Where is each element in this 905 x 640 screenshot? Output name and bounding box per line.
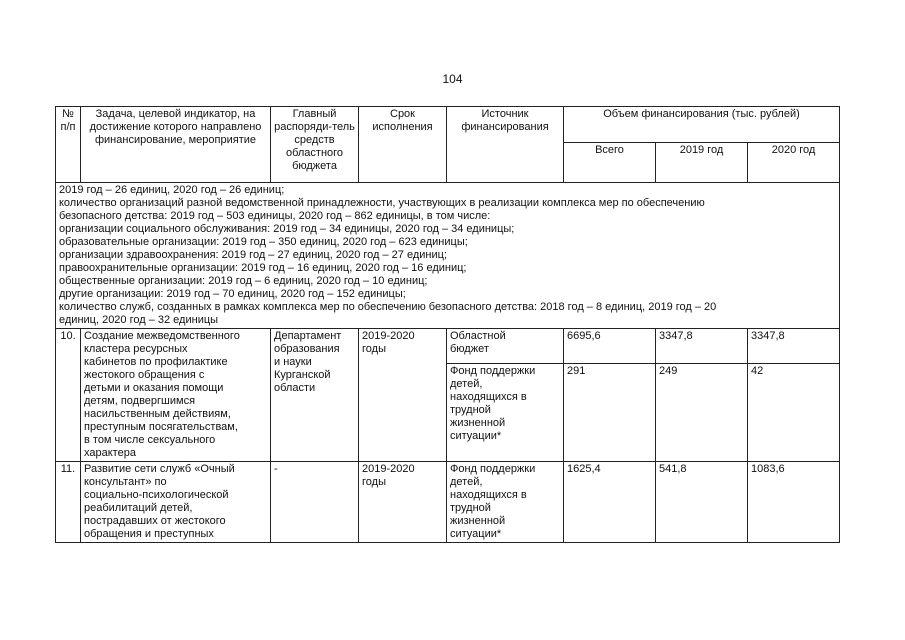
term-line: годы [362, 343, 386, 355]
y2020-cell: 42 [748, 364, 840, 462]
header-source: Источник финансирования [447, 107, 564, 183]
task-line: детьми и оказания помощи [84, 382, 224, 394]
source-line: находящихся в [450, 391, 527, 404]
row-number: 10. [56, 329, 81, 462]
row-number: 11. [56, 462, 81, 543]
y2020-cell: 3347,8 [748, 329, 840, 364]
y2020-cell: 1083,6 [748, 462, 840, 543]
financing-table [55, 106, 840, 543]
continuation-line: правоохранительные организации: 2019 год – 16 единиц, 2020 год – 16 единиц; [59, 262, 467, 274]
header-volume: Объем финансирования (тыс. рублей) [564, 107, 840, 143]
manager-line: и науки [274, 356, 312, 368]
y2019-cell: 249 [656, 364, 748, 462]
continuation-line: организации здравоохранения: 2019 год – 27 единиц, 2020 год – 27 единиц; [59, 249, 447, 261]
source-line: детей, [450, 378, 483, 391]
task-line: жестокого обращения с [84, 369, 205, 381]
task-line: реабилитаций детей, [84, 502, 193, 514]
task-line: характера [84, 447, 136, 459]
source-line: Фонд поддержки [450, 463, 536, 475]
source-line: бюджет [450, 343, 489, 355]
continuation-line: общественные организации: 2019 год – 6 единиц, 2020 год – 10 единиц; [59, 275, 428, 287]
continuation-line: образовательные организации: 2019 год – 350 единиц, 2020 год – 623 единицы; [59, 236, 468, 248]
continuation-line: количество организаций разной ведомственной принадлежности, участвующих в реализации комплекса мер по обеспечению [59, 197, 705, 209]
term-cell [359, 462, 447, 543]
continuation-text [56, 183, 840, 329]
manager-line: Курганской [274, 369, 331, 381]
total-cell: 1625,4 [564, 462, 656, 543]
continuation-line: количество служб, созданных в рамках комплекса мер по обеспечению безопасного детства: 2018 год – 8 единиц, 2019 год – 20 [59, 301, 717, 313]
total-cell: 291 [564, 364, 656, 462]
task-line: социально-психологической [84, 489, 229, 501]
task-line: преступным посягательствам, [84, 421, 238, 433]
header-2020: 2020 год [748, 143, 840, 183]
continuation-line: безопасного детства: 2019 год – 503 единицы, 2020 год – 862 единицы, в том числе: [59, 210, 491, 222]
term-cell [359, 329, 447, 462]
task-line: насильственным действиям, [84, 408, 231, 420]
task-line: кабинетов по профилактике [84, 356, 228, 368]
table-row [56, 462, 840, 543]
task-line: Развитие сети служб «Очный [84, 463, 235, 475]
task-line: консультант» по [84, 476, 167, 488]
source-cell [447, 364, 564, 462]
task-cell [81, 329, 271, 462]
source-line: Областной [450, 330, 506, 342]
source-line: ситуации* [450, 430, 502, 443]
continuation-line: единиц, 2020 год – 32 единицы [59, 314, 219, 326]
manager-line: области [274, 382, 316, 394]
total-cell: 6695,6 [564, 329, 656, 364]
source-cell [447, 329, 564, 364]
task-line: обращения и преступных [84, 528, 214, 540]
header-2019: 2019 год [656, 143, 748, 183]
header-no: № п/п [56, 107, 81, 183]
source-line: жизненной [450, 515, 506, 527]
continuation-line: организации социального обслуживания: 2019 год – 34 единицы, 2020 год – 34 единицы; [59, 223, 515, 235]
source-line: трудной [450, 404, 491, 417]
manager-line: Департамент [274, 330, 342, 342]
page-number: 104 [442, 72, 463, 86]
source-line: Фонд поддержки [450, 365, 536, 378]
header-task: Задача, целевой индикатор, на достижение которого направлено финансирование, мероприятие [81, 107, 271, 183]
continuation-line: другие организации: 2019 год – 70 единиц, 2020 год – 152 единицы; [59, 288, 406, 300]
manager-line: - [274, 463, 278, 475]
source-line: трудной [450, 502, 491, 514]
task-line: детям, подвергшимся [84, 395, 196, 407]
header-term: Срок исполнения [359, 107, 447, 183]
term-line: 2019-2020 [362, 463, 415, 475]
y2019-cell: 3347,8 [656, 329, 748, 364]
y2019-cell: 541,8 [656, 462, 748, 543]
task-line: Создание межведомственного [84, 330, 240, 342]
task-line: кластера ресурсных [84, 343, 188, 355]
task-cell [81, 462, 271, 543]
source-line: ситуации* [450, 528, 502, 540]
manager-line: образования [274, 343, 340, 355]
source-line: детей, [450, 476, 483, 488]
task-line: в том числе сексуального [84, 434, 216, 446]
task-line: пострадавших от жестокого [84, 515, 226, 527]
continuation-line: 2019 год – 26 единиц, 2020 год – 26 единиц; [59, 184, 285, 196]
source-line: находящихся в [450, 489, 527, 501]
header-total: Всего [564, 143, 656, 183]
manager-cell [271, 462, 359, 543]
manager-cell [271, 329, 359, 462]
source-cell [447, 462, 564, 543]
source-line: жизненной [450, 417, 506, 430]
term-line: 2019-2020 [362, 330, 415, 342]
table-row [56, 329, 840, 364]
term-line: годы [362, 476, 386, 488]
header-manager: Главный распоряди-тель средств областного бюджета [271, 107, 359, 183]
